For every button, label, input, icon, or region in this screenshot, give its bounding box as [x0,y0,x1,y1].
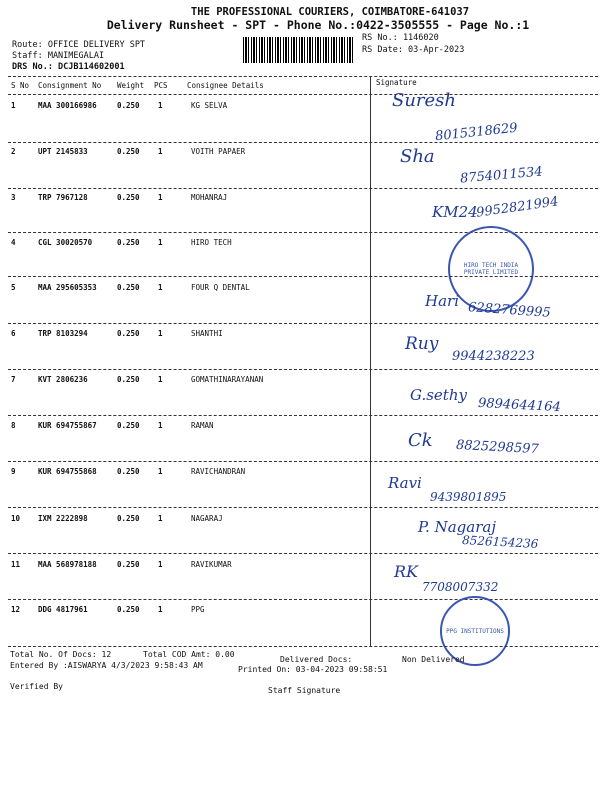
row-phone: 9952821994 [475,194,560,221]
row-consignee: RAVICHANDRAN [191,467,246,476]
verified-by: Verified By [10,682,63,691]
col-pcs: PCS [154,81,168,90]
drs-number: DRS No.: DCJB114602001 [12,62,125,72]
row-sno: 5 [11,283,16,292]
row-consignment: TRP 8103294 [38,329,88,338]
row-consignee: RAVIKUMAR [191,560,232,569]
row-phone: 9944238223 [452,349,535,364]
row-sno: 4 [11,238,16,247]
row-pcs: 1 [158,238,163,247]
row-sno: 12 [11,605,21,614]
row-divider [8,646,598,647]
row-divider [8,276,598,277]
row-phone: 9439801895 [430,490,507,504]
row-consignee: NAGARAJ [191,514,223,523]
row-signature: KM24 [432,203,478,221]
row-phone: 8754011534 [459,164,544,187]
row-consignee: FOUR Q DENTAL [191,283,250,292]
row-consignee: MOHANRAJ [191,193,228,202]
seal-text: PPG INSTITUTIONS [446,627,504,635]
row-signature: Suresh [392,90,457,111]
row-weight: 0.250 [117,421,140,430]
row-consignment: MAA 568978188 [38,560,97,569]
row-sno: 7 [11,375,16,384]
row-divider [8,599,598,600]
row-pcs: 1 [158,283,163,292]
row-weight: 0.250 [117,605,140,614]
rs-date: RS Date: 03-Apr-2023 [362,45,465,55]
row-signature: G.sethy [410,386,467,404]
row-consignee: KG SELVA [191,101,228,110]
row-divider [8,369,598,370]
row-weight: 0.250 [117,193,140,202]
col-consignee: Consignee Details [187,81,264,90]
col-consignment: Consignment No [38,81,102,90]
row-consignment: MAA 295605353 [38,283,97,292]
row-divider [8,142,598,143]
row-divider [8,415,598,416]
row-sno: 6 [11,329,16,338]
table-header-rule [8,94,598,95]
row-sno: 1 [11,101,16,110]
row-consignee: SHANTHI [191,329,223,338]
total-cod: Total COD Amt: 0.00 [143,650,235,659]
col-signature: Signature [376,78,417,87]
runsheet-title: Delivery Runsheet - SPT - Phone No.:0422-3505555 - Page No.:1 [106,18,530,32]
row-pcs: 1 [158,193,163,202]
barcode [243,37,353,63]
row-weight: 0.250 [117,514,140,523]
row-phone: 6282769995 [467,300,552,321]
row-consignment: KVT 2806236 [38,375,88,384]
row-pcs: 1 [158,147,163,156]
row-sno: 8 [11,421,16,430]
row-divider [8,323,598,324]
row-consignment: CGL 30020570 [38,238,93,247]
col-weight: Weight [117,81,145,90]
row-consignment: KUR 694755867 [38,421,97,430]
row-pcs: 1 [158,605,163,614]
row-pcs: 1 [158,467,163,476]
entered-by: Entered By :AISWARYA 4/3/2023 9:58:43 AM [10,661,203,670]
row-sno: 10 [11,514,21,523]
row-phone: 8526154236 [461,533,539,551]
row-consignee: RAMAN [191,421,214,430]
route-label: Route: OFFICE DELIVERY SPT [12,40,146,50]
row-pcs: 1 [158,375,163,384]
row-sno: 2 [11,147,16,156]
row-pcs: 1 [158,329,163,338]
delivered-docs: Delivered Docs: [280,655,353,664]
row-sno: 3 [11,193,16,202]
row-phone: 8015318629 [434,120,519,145]
row-weight: 0.250 [117,560,140,569]
row-weight: 0.250 [117,329,140,338]
row-consignment: MAA 300166986 [38,101,97,110]
row-divider [8,553,598,554]
row-pcs: 1 [158,514,163,523]
row-signature: P. Nagaraj [418,518,496,536]
row-signature: Ruy [405,334,439,354]
row-sno: 11 [11,560,21,569]
row-phone: 7708007332 [422,580,499,594]
row-consignee: HIRO TECH [191,238,232,247]
rs-number: RS No.: 1146020 [362,33,439,43]
row-consignment: UPT 2145833 [38,147,88,156]
row-consignee: PPG [191,605,205,614]
col-sno: S No [11,81,30,90]
row-pcs: 1 [158,101,163,110]
row-signature: RK [394,562,418,581]
row-consignment: IXM 2222898 [38,514,88,523]
staff-label: Staff: MANIMEGALAI [12,51,105,61]
row-signature: Ravi [388,474,422,492]
row-consignment: KUR 694755868 [38,467,97,476]
total-docs: Total No. Of Docs: 12 [10,650,112,659]
printed-on: Printed On: 03-04-2023 09:58:51 [238,665,388,674]
staff-signature: Staff Signature [268,686,341,695]
signature-column-divider [370,76,371,646]
company-seal-stamp [448,226,534,312]
row-phone: 8825298597 [455,437,540,458]
row-weight: 0.250 [117,283,140,292]
row-consignment: DDG 4817961 [38,605,88,614]
row-weight: 0.250 [117,101,140,110]
row-divider [8,188,598,189]
seal-text: HIRO TECH INDIA PRIVATE LIMITED [463,262,519,276]
row-pcs: 1 [158,421,163,430]
row-consignment: TRP 7967128 [38,193,88,202]
row-weight: 0.250 [117,375,140,384]
row-consignee: GOMATHINARAYANAN [191,375,264,384]
row-phone: 9894644164 [477,395,562,416]
row-weight: 0.250 [117,467,140,476]
non-delivered: Non Delivered [402,655,465,664]
row-pcs: 1 [158,560,163,569]
row-sno: 9 [11,467,16,476]
row-weight: 0.250 [117,147,140,156]
row-divider [8,461,598,462]
row-signature: Sha [400,146,435,167]
company-title: THE PROFESSIONAL COURIERS, COIMBATORE-641037 [190,6,470,18]
row-weight: 0.250 [117,238,140,247]
row-divider [8,507,598,508]
row-signature: Hari [425,292,459,310]
row-signature: Ck [408,430,433,451]
table-top-rule [8,76,598,77]
row-consignee: VOITH PAPAER [191,147,246,156]
